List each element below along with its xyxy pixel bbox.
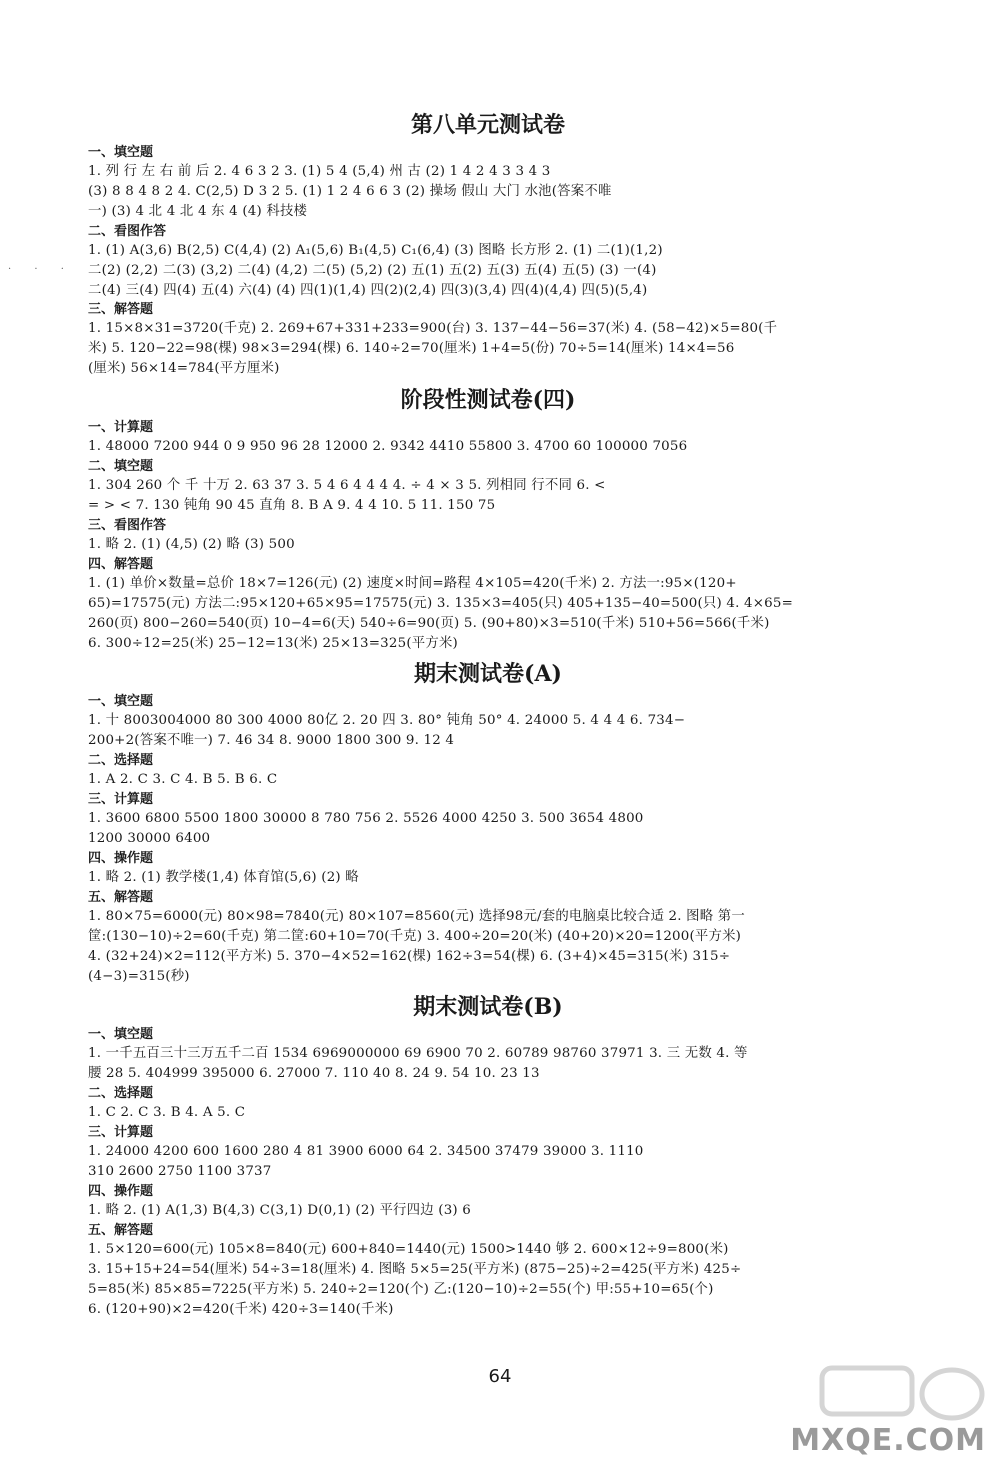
- question-type-heading: 三、看图作答: [88, 517, 167, 533]
- question-type-heading: 一、填空题: [88, 694, 154, 710]
- answer-line: 米) 5. 120−22=98(棵) 98×3=294(棵) 6. 140÷2=70(厘米) 1+4=5(份) 70÷5=14(厘米) 14×4=56: [88, 341, 735, 357]
- question-type-heading: 三、计算题: [88, 1125, 154, 1141]
- answer-line: 1. 一千五百三十三万五千二百 1534 6969000000 69 6900 70 2. 60789 98760 37971 3. 三 无数 4. 等: [88, 1046, 748, 1062]
- answer-page: [88, 104, 888, 1320]
- answer-line: 1. 略 2. (1) (4,5) (2) 略 (3) 500: [88, 536, 295, 552]
- question-type-heading: 一、计算题: [88, 420, 154, 436]
- question-type-heading: 一、填空题: [88, 1027, 154, 1043]
- answer-line: (4−3)=315(秒): [88, 968, 190, 984]
- answer-line: 腰 28 5. 404999 395000 6. 27000 7. 110 40 8. 24 9. 54 10. 23 13: [88, 1066, 540, 1082]
- test-section: [88, 110, 888, 379]
- answer-line: 1. (1) 单价×数量=总价 18×7=126(元) (2) 速度×时间=路程 4×105=420(千米) 2. 方法一:95×(120+: [88, 575, 737, 591]
- answer-line: 1. 24000 4200 600 1600 280 4 81 3900 6000 64 2. 34500 37479 39000 3. 1110: [88, 1144, 644, 1160]
- question-type-heading: 五、解答题: [88, 1222, 154, 1238]
- answer-line: 260(页) 800−260=540(页) 10−4=6(天) 540÷6=90(页) 5. (90+80)×3=510(千米) 510+56=566(千米): [88, 615, 770, 631]
- answer-line: 1. 48000 7200 944 0 9 950 96 28 12000 2. 9342 4410 55800 3. 4700 60 100000 7056: [88, 439, 688, 455]
- page-number: 64: [488, 1366, 512, 1387]
- answer-line: 1. A 2. C 3. C 4. B 5. B 6. C: [88, 772, 278, 788]
- answer-line: 1. 略 2. (1) A(1,3) B(4,3) C(3,1) D(0,1) (2) 平行四边 (3) 6: [88, 1203, 472, 1218]
- question-type-heading: 一、填空题: [88, 145, 154, 160]
- section-title: 期末测试卷(B): [413, 994, 563, 1021]
- answer-line: 1. C 2. C 3. B 4. A 5. C: [88, 1105, 246, 1121]
- answer-line: 1200 30000 6400: [88, 831, 211, 847]
- answer-line: 6. (120+90)×2=420(千米) 420÷3=140(千米): [88, 1301, 394, 1317]
- test-section: [88, 992, 888, 1319]
- watermark-text: MXQE.COM: [790, 1423, 986, 1458]
- question-type-heading: 二、选择题: [88, 1086, 154, 1102]
- answer-line: 1. 15×8×31=3720(千克) 2. 269+67+331+233=900(台) 3. 137−44−56=37(米) 4. (58−42)×5=80(千: [88, 321, 778, 337]
- answer-line: 1. 304 260 个 千 十万 2. 63 37 3. 5 4 6 4 4 4 4. ÷ 4 × 3 5. 列相同 行不同 6. <: [88, 478, 606, 494]
- section-title: 第八单元测试卷: [410, 112, 565, 138]
- question-type-heading: 二、看图作答: [88, 223, 167, 239]
- question-type-heading: 二、选择题: [88, 753, 154, 769]
- question-type-heading: 二、填空题: [88, 459, 154, 475]
- test-section: [88, 385, 888, 653]
- question-type-heading: 三、计算题: [88, 792, 154, 808]
- answer-line: 1. 列 行 左 右 前 后 2. 4 6 3 2 3. (1) 5 4 (5,4) 州 古 (2) 1 4 2 4 3 3 4 3: [88, 164, 551, 179]
- answer-line: 6. 300÷12=25(米) 25−12=13(米) 25×13=325(平方米): [88, 635, 458, 651]
- answer-line: 310 2600 2750 1100 3737: [88, 1164, 272, 1180]
- answer-line: 1. 80×75=6000(元) 80×98=7840(元) 80×107=8560(元) 选择98元/套的电脑桌比较合适 2. 图略 第一: [88, 908, 745, 924]
- answer-line: 1. (1) A(3,6) B(2,5) C(4,4) (2) A₁(5,6) B₁(4,5) C₁(6,4) (3) 图略 长方形 2. (1) 二(1)(1,2): [88, 242, 663, 258]
- answer-line: (3) 8 8 4 8 2 4. C(2,5) D 3 2 5. (1) 1 2 4 6 6 3 (2) 操场 假山 大门 水池(答案不唯: [88, 183, 612, 199]
- answer-line: 5=85(米) 85×85=7225(平方米) 5. 240÷2=120(个) 乙:(120−10)÷2=55(个) 甲:55+10=65(个): [88, 1281, 714, 1297]
- answer-line: 1. 5×120=600(元) 105×8=840(元) 600+840=1440(元) 1500>1440 够 2. 600×12÷9=800(米): [88, 1241, 729, 1257]
- answer-line: 1. 十 8003004000 80 300 4000 80亿 2. 20 四 3. 80° 钝角 50° 4. 24000 5. 4 4 4 6. 734−: [88, 713, 686, 729]
- question-type-heading: 四、操作题: [88, 1184, 154, 1199]
- question-type-heading: 四、操作题: [88, 850, 154, 866]
- answer-line: 二(2) (2,2) 二(3) (3,2) 二(4) (4,2) 二(5) (5,2) (2) 五(1) 五(2) 五(3) 五(4) 五(5) (3) 一(4): [88, 262, 657, 278]
- answer-line: 200+2(答案不唯一) 7. 46 34 8. 9000 1800 300 9. 12 4: [88, 733, 455, 749]
- question-type-heading: 五、解答题: [88, 889, 154, 905]
- answer-line: 4. (32+24)×2=112(平方米) 5. 370−4×52=162(棵) 162÷3=54(棵) 6. (3+4)×45=315(米) 315÷: [88, 948, 731, 964]
- answer-line: 65)=17575(元) 方法二:95×120+65×95=17575(元) 3. 135×3=405(只) 405+135−40=500(只) 4. 4×65=: [88, 595, 794, 611]
- answer-line: = > < 7. 130 钝角 90 45 直角 8. B A 9. 4 4 10. 5 11. 150 75: [88, 497, 496, 513]
- answer-line: 一) (3) 4 北 4 北 4 东 4 (4) 科技楼: [88, 203, 308, 219]
- answer-line: 3. 15+15+24=54(厘米) 54÷3=18(厘米) 4. 图略 5×5=25(平方米) (875−25)÷2=425(平方米) 425÷: [88, 1261, 742, 1277]
- answer-line: 1. 略 2. (1) 教学楼(1,4) 体育馆(5,6) (2) 略: [88, 869, 359, 885]
- test-section: [88, 659, 888, 986]
- section-title: 阶段性测试卷(四): [400, 387, 576, 414]
- answer-line: (厘米) 56×14=784(平方厘米): [88, 361, 280, 377]
- question-type-heading: 三、解答题: [88, 302, 154, 318]
- answer-line: 筐:(130−10)÷2=60(千克) 第二筐:60+10=70(千克) 3. 400÷20=20(米) (40+20)×20=1200(平方米): [88, 928, 742, 944]
- question-type-heading: 四、解答题: [88, 556, 154, 572]
- margin-dots: · · ·: [8, 264, 74, 275]
- section-title: 期末测试卷(A): [414, 661, 562, 688]
- answer-line: 二(4) 三(4) 四(4) 五(4) 六(4) (4) 四(1)(1,4) 四(2)(2,4) 四(3)(3,4) 四(4)(4,4) 四(5)(5,4): [88, 282, 648, 298]
- answer-line: 1. 3600 6800 5500 1800 30000 8 780 756 2. 5526 4000 4250 3. 500 3654 4800: [88, 811, 644, 827]
